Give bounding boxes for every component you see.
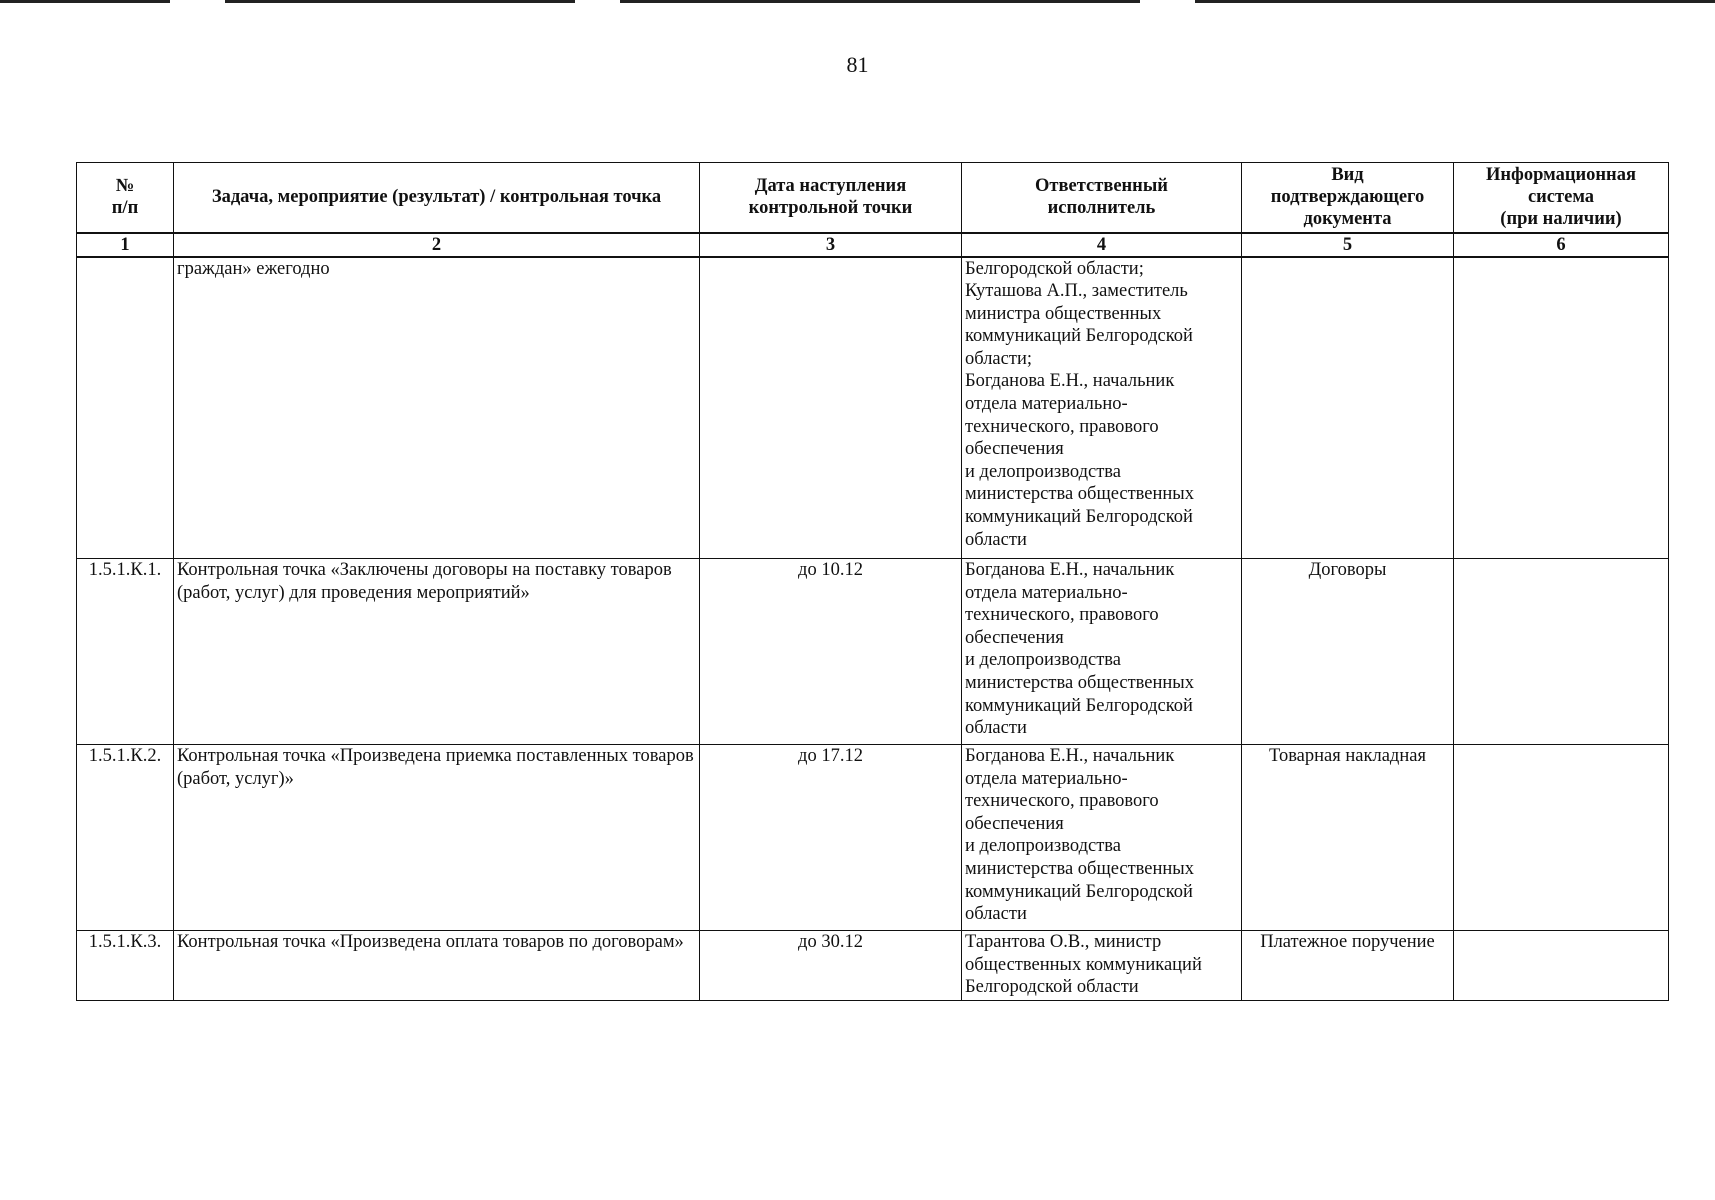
responsible-line: Белгородской области; (965, 258, 1144, 279)
header-system: Информационная система (при наличии) (1454, 163, 1669, 233)
column-number: 6 (1454, 233, 1669, 257)
responsible-line: обеспечения (965, 439, 1064, 460)
header-date: Дата наступления контрольной точки (700, 163, 962, 233)
row-document (1242, 257, 1454, 559)
table-row (77, 745, 1669, 931)
header-task: Задача, мероприятие (результат) / контрольная точка (174, 163, 700, 233)
responsible-line: Богданова Е.Н., начальник (965, 371, 1175, 392)
row-responsible (962, 931, 1242, 1001)
row-date (700, 257, 962, 559)
responsible-line: области (965, 529, 1027, 550)
row-document: Товарная накладная (1242, 745, 1454, 931)
scan-edge-line (0, 0, 170, 3)
responsible-line: технического, правового (965, 416, 1159, 437)
page-number: 81 (846, 52, 869, 77)
table-row (77, 257, 1669, 559)
column-number: 4 (962, 233, 1242, 257)
responsible-line: министерства общественных (965, 672, 1194, 693)
row-responsible (962, 745, 1242, 931)
responsible-line: министра общественных (965, 303, 1162, 324)
column-number: 2 (174, 233, 700, 257)
header-document: Вид подтверждающего документа (1242, 163, 1454, 233)
header-number: № п/п (77, 163, 174, 233)
column-number: 1 (77, 233, 174, 257)
responsible-line: коммуникаций Белгородской (965, 326, 1193, 347)
responsible-line: Куташова А.П., заместитель (965, 281, 1188, 302)
responsible-line: Богданова Е.Н., начальник (965, 746, 1175, 766)
responsible-line: и делопроизводства (965, 461, 1121, 482)
row-responsible (962, 559, 1242, 745)
header-responsible: Ответственный исполнитель (962, 163, 1242, 233)
responsible-line: коммуникаций Белгородской (965, 695, 1193, 716)
responsible-line: области (965, 718, 1027, 739)
table-row (77, 559, 1669, 745)
column-number: 5 (1242, 233, 1454, 257)
row-task: Контрольная точка «Заключены договоры на поставку товаров (работ, услуг) для проведения мероприятий» (174, 559, 700, 745)
row-system (1454, 931, 1669, 1001)
scan-edge-line (225, 0, 575, 3)
control-points-table (76, 162, 1669, 1001)
row-responsible (962, 257, 1242, 559)
responsible-line: обеспечения (965, 627, 1064, 648)
responsible-line: министерства общественных (965, 858, 1194, 879)
table-header-row (77, 163, 1669, 233)
scan-edge-line (620, 0, 1140, 3)
row-task: граждан» ежегодно (174, 257, 700, 559)
responsible-line: Белгородской области (965, 977, 1139, 998)
responsible-line: области (965, 904, 1027, 925)
responsible-line: Тарантова О.В., министр (965, 932, 1162, 952)
row-number: 1.5.1.К.3. (77, 931, 174, 1001)
row-system (1454, 257, 1669, 559)
row-number: 1.5.1.К.1. (77, 559, 174, 745)
row-date: до 17.12 (700, 745, 962, 931)
responsible-line: области; (965, 348, 1032, 369)
responsible-line: обеспечения (965, 813, 1064, 834)
responsible-line: Богданова Е.Н., начальник (965, 560, 1175, 580)
responsible-line: технического, правового (965, 605, 1159, 626)
row-system (1454, 559, 1669, 745)
responsible-line: технического, правового (965, 791, 1159, 812)
row-task: Контрольная точка «Произведена оплата товаров по договорам» (174, 931, 700, 1001)
responsible-line: коммуникаций Белгородской (965, 881, 1193, 902)
responsible-line: коммуникаций Белгородской (965, 507, 1193, 528)
row-number: 1.5.1.К.2. (77, 745, 174, 931)
responsible-line: отдела материально- (965, 582, 1128, 603)
responsible-line: и делопроизводства (965, 650, 1121, 671)
responsible-line: и делопроизводства (965, 836, 1121, 857)
table-row (77, 931, 1669, 1001)
responsible-line: общественных коммуникаций (965, 954, 1202, 975)
row-document: Договоры (1242, 559, 1454, 745)
row-system (1454, 745, 1669, 931)
row-date: до 30.12 (700, 931, 962, 1001)
responsible-line: отдела материально- (965, 768, 1128, 789)
responsible-line: отдела материально- (965, 394, 1128, 415)
responsible-line: министерства общественных (965, 484, 1194, 505)
scan-edge-line (1195, 0, 1715, 3)
row-document: Платежное поручение (1242, 931, 1454, 1001)
column-number-row (77, 233, 1669, 257)
row-date: до 10.12 (700, 559, 962, 745)
row-number (77, 257, 174, 559)
row-task: Контрольная точка «Произведена приемка поставленных товаров (работ, услуг)» (174, 745, 700, 931)
column-number: 3 (700, 233, 962, 257)
